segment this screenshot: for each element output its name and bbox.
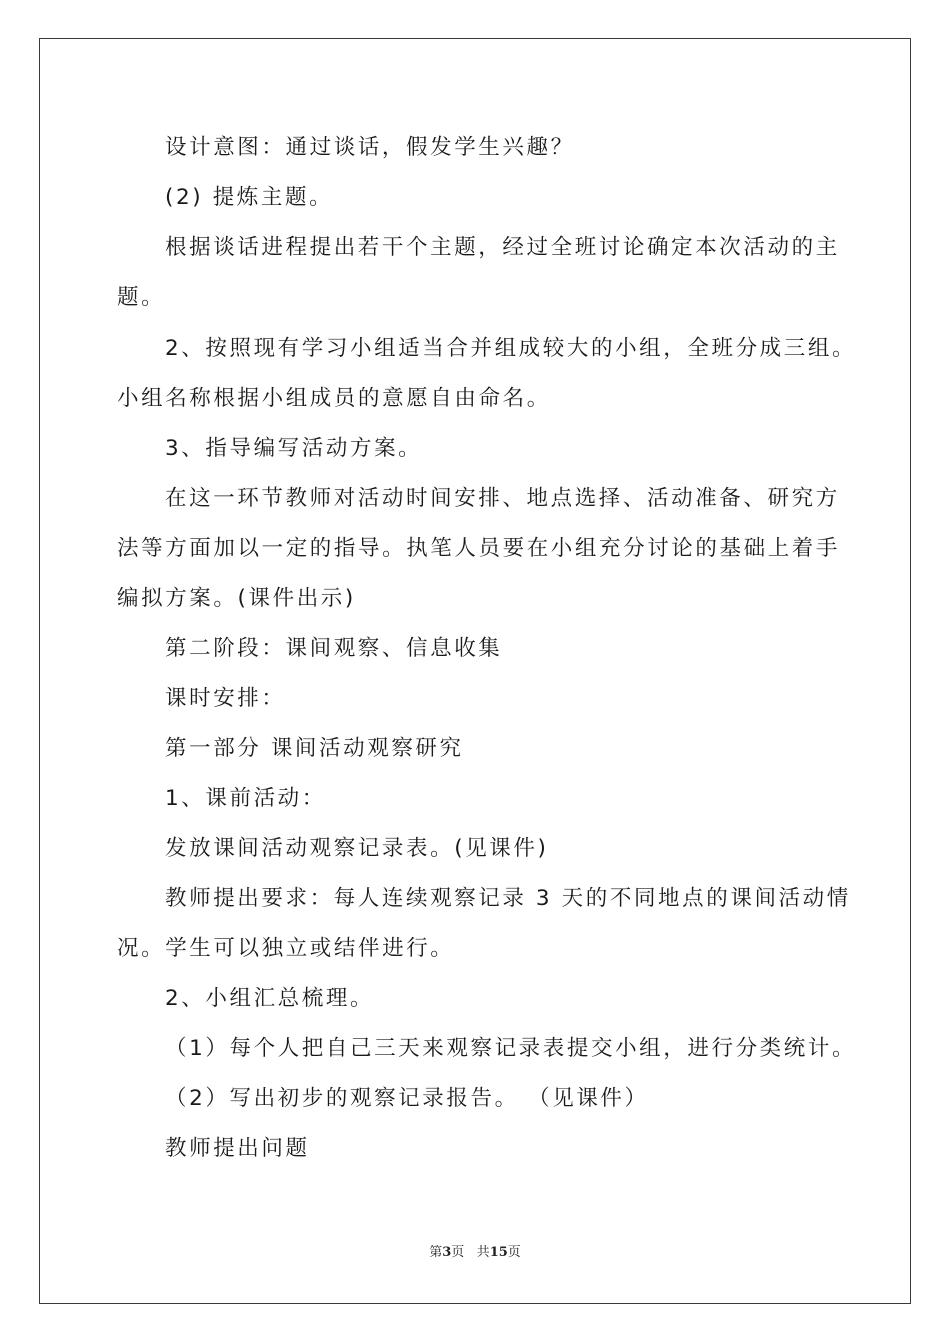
text-line: 教师提出问题	[165, 1136, 310, 1161]
total-pages-number: 15	[489, 1245, 508, 1260]
footer-total-prefix: 共	[476, 1245, 490, 1260]
text-line: 小组名称根据小组成员的意愿自由命名。	[117, 386, 551, 411]
text-line: 3、指导编写活动方案。	[165, 436, 423, 461]
text-line: 题。	[117, 285, 166, 310]
page-footer	[0, 1244, 950, 1262]
text-line: 况。学生可以独立或结伴进行。	[117, 936, 455, 961]
page-border	[39, 38, 911, 1304]
text-line: 发放课间活动观察记录表。(见课件)	[165, 836, 549, 861]
footer-page-suffix: 页	[451, 1245, 465, 1260]
text-line: 课时安排：	[165, 686, 286, 711]
text-line: （1）每个人把自己三天来观察记录表提交小组，进行分类统计。	[165, 1036, 857, 1061]
text-line: 第一部分 课间活动观察研究	[165, 736, 464, 761]
text-line: 编拟方案。(课件出示)	[117, 586, 356, 611]
text-line: 2、小组汇总梳理。	[165, 986, 375, 1011]
text-line: 2、按照现有学习小组适当合并组成较大的小组，全班分成三组。	[165, 336, 857, 361]
text-line: 1、课前活动：	[165, 786, 326, 811]
text-line: 根据谈话进程提出若干个主题，经过全班讨论确定本次活动的主	[165, 235, 840, 260]
footer-total-suffix: 页	[507, 1245, 521, 1260]
current-page-number: 3	[442, 1245, 452, 1260]
text-line: 法等方面加以一定的指导。执笔人员要在小组充分讨论的基础上着手	[117, 536, 841, 561]
text-line: (2) 提炼主题。	[165, 185, 334, 210]
text-line: （2）写出初步的观察记录报告。 （见课件）	[165, 1086, 649, 1111]
text-line: 第二阶段：课间观察、信息收集	[165, 636, 503, 661]
text-line: 设计意图：通过谈话，假发学生兴趣？	[165, 135, 575, 160]
footer-prefix: 第	[429, 1245, 443, 1260]
text-line: 教师提出要求：每人连续观察记录 3 天的不同地点的课间活动情	[165, 886, 851, 911]
text-line: 在这一环节教师对活动时间安排、地点选择、活动准备、研究方	[165, 486, 840, 511]
